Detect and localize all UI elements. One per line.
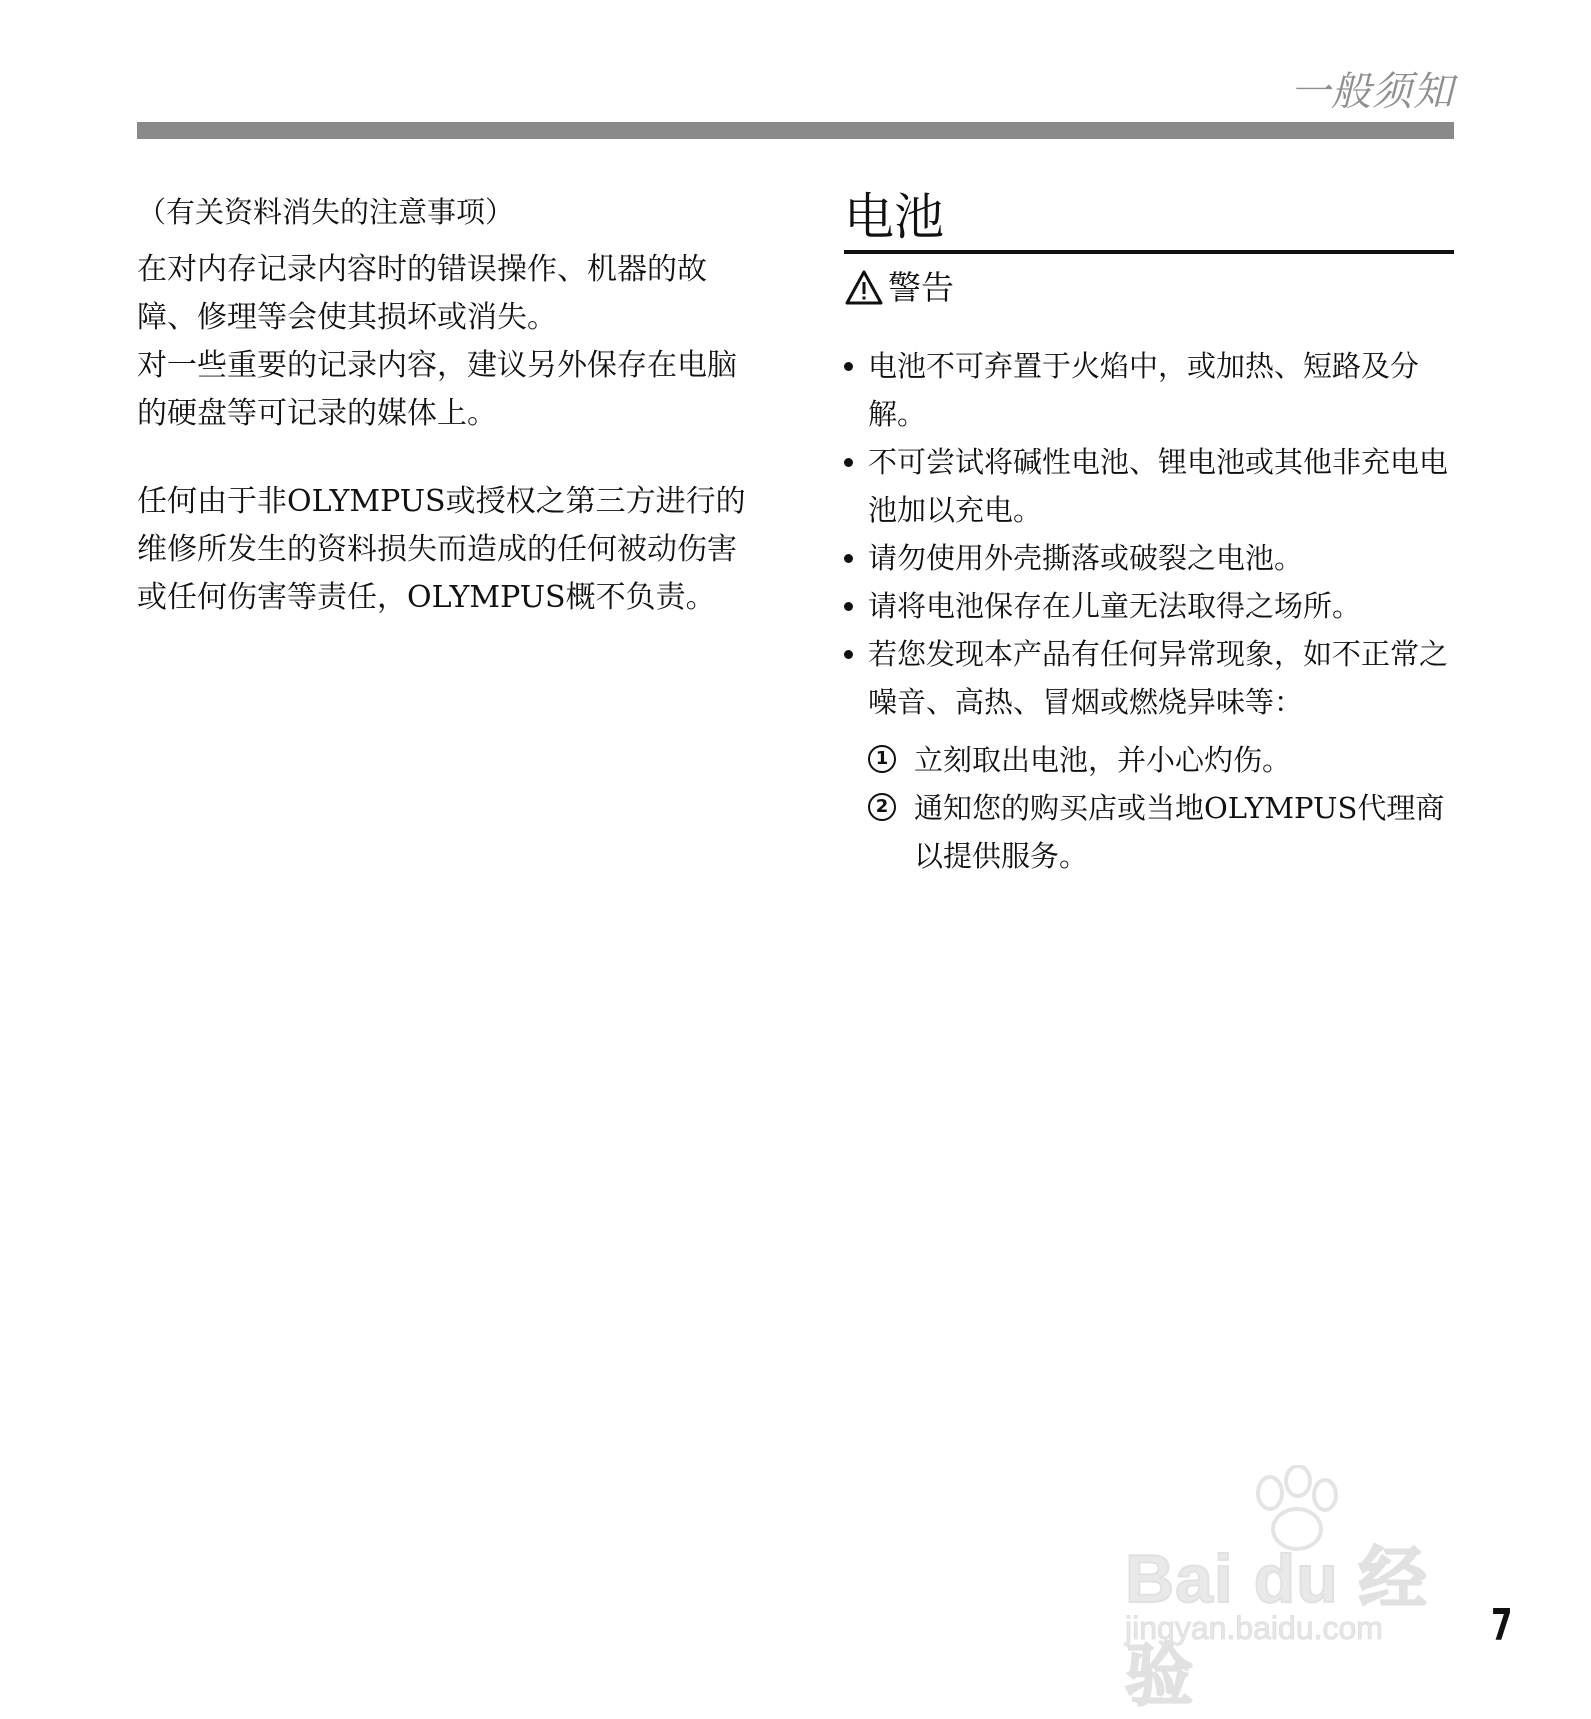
- list-item: 不可尝试将碱性电池、锂电池或其他非充电电池加以充电。: [844, 438, 1454, 534]
- list-item: 请将电池保存在儿童无法取得之场所。: [844, 582, 1454, 630]
- bullet-icon: [844, 554, 853, 563]
- bullet-icon: [844, 602, 853, 611]
- circled-number-icon: 2: [868, 793, 896, 821]
- bullet-icon: [844, 650, 853, 659]
- warning-heading: [844, 266, 1454, 310]
- left-column: [137, 192, 757, 622]
- header-bar: [137, 122, 1454, 139]
- baidu-jingyan-watermark: [1125, 1465, 1495, 1714]
- page-number: 7: [1491, 1600, 1513, 1651]
- watermark-logo: Bai du 经验: [1125, 1541, 1428, 1714]
- step-text: 通知您的购买店或当地OLYMPUS代理商以提供服务。: [914, 791, 1445, 873]
- list-item: 请勿使用外壳撕落或破裂之电池。: [844, 534, 1454, 582]
- paragraph-error-operation: 在对内存记录内容时的错误操作、机器的故障、修理等会使其损坏或消失。: [137, 252, 707, 335]
- warning-list: [844, 342, 1454, 726]
- page-header-title: 一般须知: [1290, 69, 1454, 115]
- list-item: 若您发现本产品有任何异常现象，如不正常之噪音、高热、冒烟或燃烧异味等：: [844, 630, 1454, 726]
- section-title-battery: 电池: [844, 188, 1454, 254]
- circled-number-icon: 1: [868, 745, 896, 773]
- list-item: 电池不可弃置于火焰中，或加热、短路及分解。: [844, 342, 1454, 438]
- bullet-icon: [844, 458, 853, 467]
- action-steps: [868, 736, 1454, 880]
- paragraph-backup-advice: 对一些重要的记录内容，建议另外保存在电脑的硬盘等可记录的媒体上。: [137, 348, 737, 431]
- data-loss-heading: （有关资料消失的注意事项）: [137, 195, 515, 229]
- warning-label: 警告: [888, 268, 954, 307]
- watermark-url: jingyan.baidu.com: [1125, 1610, 1383, 1646]
- right-column: [844, 188, 1454, 880]
- step-item: [868, 784, 1454, 880]
- paragraph-liability: 任何由于非OLYMPUS或授权之第三方进行的维修所发生的资料损失而造成的任何被动伤害或任何伤害等责任，OLYMPUS概不负责。: [137, 484, 746, 615]
- warning-triangle-icon: [844, 268, 884, 308]
- step-text: 立刻取出电池，并小心灼伤。: [914, 743, 1292, 777]
- bullet-icon: [844, 362, 853, 371]
- step-item: [868, 736, 1454, 784]
